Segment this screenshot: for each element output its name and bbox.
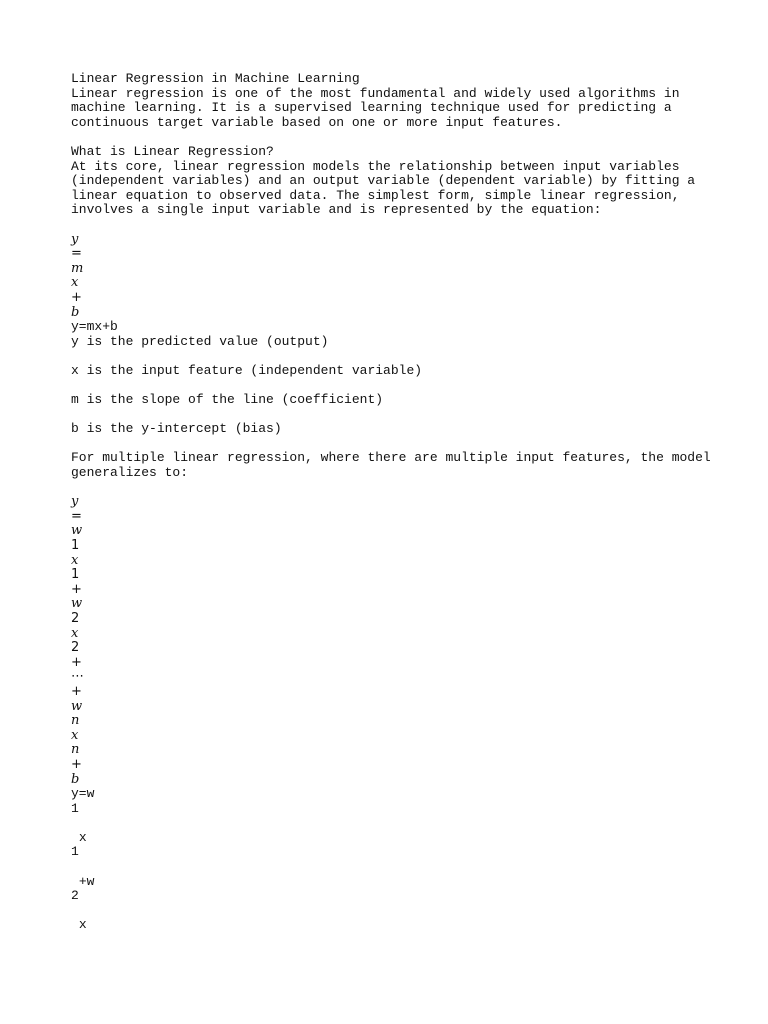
section-heading: What is Linear Regression? (71, 143, 274, 159)
equation-plain-text: y=mx+b (71, 319, 118, 335)
spacer (71, 860, 711, 875)
spacer (71, 130, 711, 145)
math-equals: = (71, 508, 82, 524)
spacer (71, 378, 711, 393)
math-subscript: 2 (71, 610, 80, 626)
math-subscript: n (71, 742, 80, 758)
math-plus: + (71, 289, 82, 305)
math-var-w: w (71, 523, 83, 539)
math-var-w: w (71, 596, 83, 612)
spacer (71, 437, 711, 452)
math-var-b: b (71, 771, 80, 787)
definition-item: m is the slope of the line (coefficient) (71, 392, 384, 408)
math-var-y: y (71, 494, 79, 510)
math-var-x: x (71, 727, 79, 743)
math-var-x: x (71, 275, 79, 291)
equation-plain-fragment: y=w (71, 786, 95, 802)
math-plus: + (71, 756, 82, 772)
document-title: Linear Regression in Machine Learning (71, 71, 360, 86)
math-var-b: b (71, 304, 80, 320)
math-var-y: y (71, 231, 79, 247)
math-plus: + (71, 654, 82, 670)
equation-plain-fragment: 1 (71, 844, 79, 860)
math-var-m: m (71, 260, 84, 276)
section-paragraph: At its core, linear regression models the relationship between input variables (independent variables) and an output variable (dependent variable) by fitting a linear equation to observed data. The simplest form, simple linear regression, involves a single input variable and is represented by the equation: (71, 158, 696, 218)
definition-item: x is the input feature (independent variable) (71, 362, 423, 378)
equation-plain-fragment: 1 (71, 800, 79, 816)
math-var-x: x (71, 625, 79, 641)
math-subscript: 1 (71, 567, 80, 583)
multiple-regression-paragraph: For multiple linear regression, where there are multiple input features, the model generalizes to: (71, 450, 711, 481)
spacer (71, 349, 711, 364)
equation-plain-fragment: +w (71, 873, 95, 889)
math-ellipsis: ⋯ (71, 669, 84, 685)
math-plus: + (71, 683, 82, 699)
math-subscript: 2 (71, 640, 80, 656)
equation-plain-fragment: x (71, 829, 87, 845)
math-var-x: x (71, 552, 79, 568)
definition-item: y is the predicted value (output) (71, 333, 329, 349)
equation-plain-fragment: x (71, 917, 87, 933)
math-subscript: 1 (71, 538, 80, 553)
spacer (71, 218, 711, 233)
definition-item: b is the y-intercept (bias) (71, 421, 282, 437)
spacer (71, 904, 711, 919)
multiple-regression-equation (71, 495, 711, 933)
equation-plain-fragment: 2 (71, 888, 79, 904)
simple-regression-equation (71, 233, 711, 335)
math-var-w: w (71, 698, 83, 714)
document (71, 72, 711, 933)
math-subscript: n (71, 713, 80, 729)
math-plus: + (71, 581, 82, 597)
spacer (71, 816, 711, 831)
math-equals: = (71, 246, 82, 262)
spacer (71, 408, 711, 423)
intro-paragraph: Linear regression is one of the most fundamental and widely used algorithms in machine learning. It is a supervised learning technique used for predicting a continuous target variable based on one or more input features. (71, 85, 680, 130)
spacer (71, 481, 711, 496)
